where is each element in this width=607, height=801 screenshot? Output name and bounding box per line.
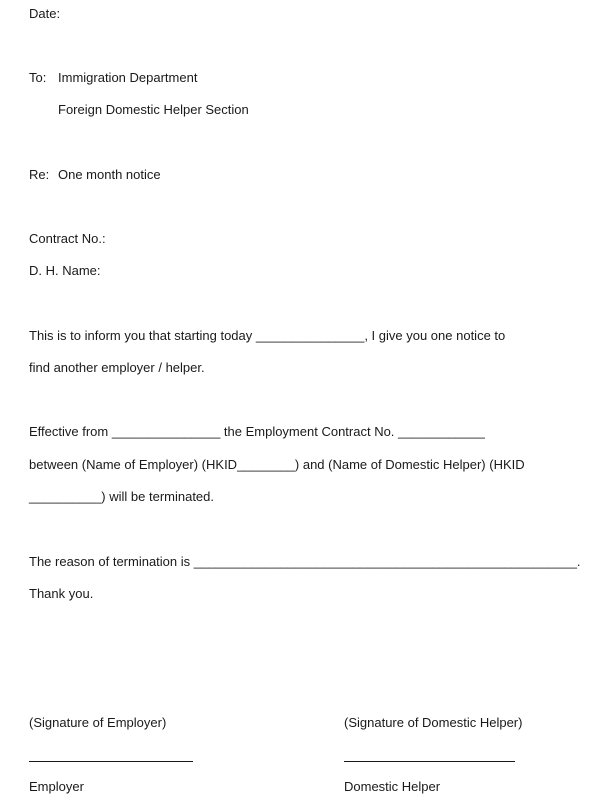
effective-paragraph-line1: Effective from _______________ the Employment Contract No. ____________ <box>29 424 485 439</box>
dh-name-label: D. H. Name: <box>29 263 101 278</box>
to-label: To: <box>29 70 47 85</box>
re-subject: One month notice <box>58 167 161 182</box>
date-label: Date: <box>29 6 61 21</box>
re-label: Re: <box>29 167 50 182</box>
thank-you-text: Thank you. <box>29 586 94 601</box>
notice-paragraph-line2: find another employer / helper. <box>29 360 205 375</box>
to-recipient-line2: Foreign Domestic Helper Section <box>58 102 249 117</box>
effective-paragraph-line3: __________) will be terminated. <box>29 489 215 504</box>
helper-signature-rule <box>344 761 515 762</box>
employer-signature-label: (Signature of Employer) <box>29 715 167 730</box>
helper-label: Domestic Helper <box>344 779 441 794</box>
helper-signature-label: (Signature of Domestic Helper) <box>344 715 523 730</box>
employer-signature-rule <box>29 761 193 762</box>
contract-no-label: Contract No.: <box>29 231 106 246</box>
effective-paragraph-line2: between (Name of Employer) (HKID________) and (Name of Domestic Helper) (HKID <box>29 457 525 472</box>
notice-paragraph-line1: This is to inform you that starting today _______________, I give you one notice to <box>29 328 506 343</box>
employer-label: Employer <box>29 779 84 794</box>
termination-reason-line: The reason of termination is _____________________________________________________. <box>29 554 581 569</box>
to-recipient-line1: Immigration Department <box>58 70 198 85</box>
